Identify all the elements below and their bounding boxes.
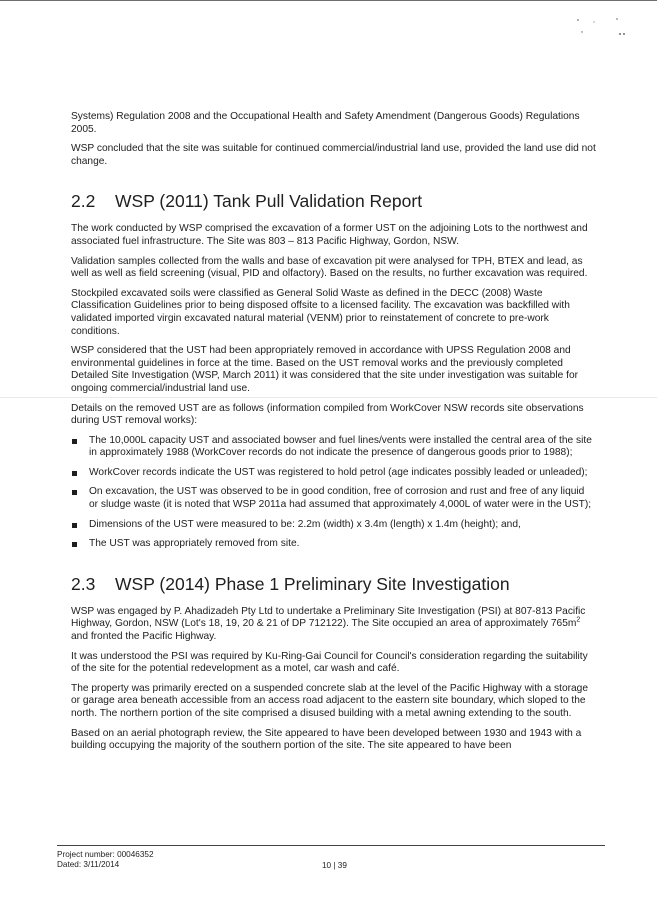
footer-divider (57, 845, 605, 846)
paragraph-text: and fronted the Pacific Highway. (71, 631, 217, 643)
section-number: 2.3 (71, 573, 96, 594)
paragraph (71, 606, 596, 644)
square-bullet-icon (72, 439, 77, 444)
paragraph: It was understood the PSI was required by Ku-Ring-Gai Council for Council's consideration regarding the suitability of the site for the potential redevelopment as a motel, car wash and café. (71, 650, 588, 675)
paragraph: Systems) Regulation 2008 and the Occupational Health and Safety Amendment (Dangerous Goods) Regulations 2005. (71, 111, 580, 135)
dated: Dated: 3/11/2014 (57, 860, 120, 869)
list-item-text: The 10,000L capacity UST and associated bowser and fuel lines/vents were installed the central area of the site in approximately 1988 (WorkCover records do not indicate the presence of dangerous goods prior to 1988); (89, 434, 592, 459)
project-number: Project number: 00046352 (57, 850, 154, 859)
section-number: 2.2 (71, 191, 96, 212)
paragraph: WSP concluded that the site was suitable for continued commercial/industrial land use, provided the land use did not change. (71, 143, 596, 167)
list-item-text: WorkCover records indicate the UST was registered to hold petrol (age indicates possibly leaded or unleaded); (89, 466, 588, 478)
section-heading-2-3 (71, 574, 596, 594)
page-number: 10 | 39 (322, 861, 347, 870)
section-title: WSP (2014) Phase 1 Preliminary Site Investigation (115, 573, 510, 594)
document-body (71, 111, 596, 760)
footer-info (57, 850, 154, 870)
paragraph: Validation samples collected from the walls and base of excavation pit were analysed for TPH, BTEX and lead, as well as well as field screening (visual, PID and olfactory). Based on the results, no further excavation was required. (71, 255, 588, 280)
list-item (71, 486, 596, 511)
paragraph: Based on an aerial photograph review, the Site appeared to have been developed between 1930 and 1943 with a building occupying the majority of the southern portion of the site. The site appeared to have been (71, 727, 582, 752)
list-item (71, 467, 596, 480)
square-bullet-icon (72, 471, 77, 476)
paragraph: WSP considered that the UST had been appropriately removed in accordance with UPSS Regulation 2008 and environmental guidelines in force at the time. Based on the UST removal works and the previously completed Detailed Site Investigation (WSP, March 2011) it was considered that the site under investigation was suitable for ongoing commercial/industrial land use. (71, 345, 578, 394)
square-bullet-icon (72, 542, 77, 547)
paragraph: Details on the removed UST are as follows (information compiled from WorkCover NSW records site observations during UST removal works): (71, 402, 584, 427)
paragraph: The work conducted by WSP comprised the excavation of a former UST on the adjoining Lots to the northwest and associated fuel infrastructure. The Site was 803 – 813 Pacific Highway, Gordon, NSW. (71, 223, 588, 247)
paragraph-text: WSP was engaged by P. Ahadizadeh Pty Ltd to undertake a Preliminary Site Investigation (PSI) at 807-813 Pacific Highway, Gordon, NSW (Lot's 18, 19, 20 & 21 of DP 712122). The Site occupied an area of approximately 765m (71, 605, 586, 630)
paragraph: The property was primarily erected on a suspended concrete slab at the level of the Pacific Highway with a storage or garage area beneath accessible from an access road adjacent to the eastern site boundary, which sloped to the north. The northern portion of the site comprised a disused building with a metal awning extending to the south. (71, 682, 589, 719)
list-item (71, 435, 596, 460)
list-item-text: Dimensions of the UST were measured to be: 2.2m (width) x 3.4m (length) x 1.4m (height); and, (89, 518, 521, 530)
paragraph: Stockpiled excavated soils were classified as General Solid Waste as defined in the DECC (2008) Waste Classification Guidelines prior to being disposed offsite to a licensed facility. The excavation was backfilled with validated imported virgin excavated natural material (VENM) prior to reinstatement of concrete to pre-work conditions. (71, 287, 570, 337)
scan-edge-line (0, 0, 657, 1)
section-title: WSP (2011) Tank Pull Validation Report (115, 191, 423, 212)
scan-speck-marks (570, 14, 630, 44)
list-item (71, 519, 596, 532)
list-item-text: The UST was appropriately removed from site. (89, 538, 300, 550)
square-bullet-icon (72, 490, 77, 495)
ust-details-list (71, 435, 596, 551)
square-bullet-icon (72, 523, 77, 528)
section-heading-2-2 (71, 191, 596, 211)
superscript-two: 2 (576, 617, 581, 625)
list-item-text: On excavation, the UST was observed to be in good condition, free of corrosion and rust and free of any liquid or sludge waste (it is noted that WSP 2011a had assumed that approximately 4,000L of water were in the UST); (89, 486, 592, 511)
list-item (71, 538, 596, 551)
